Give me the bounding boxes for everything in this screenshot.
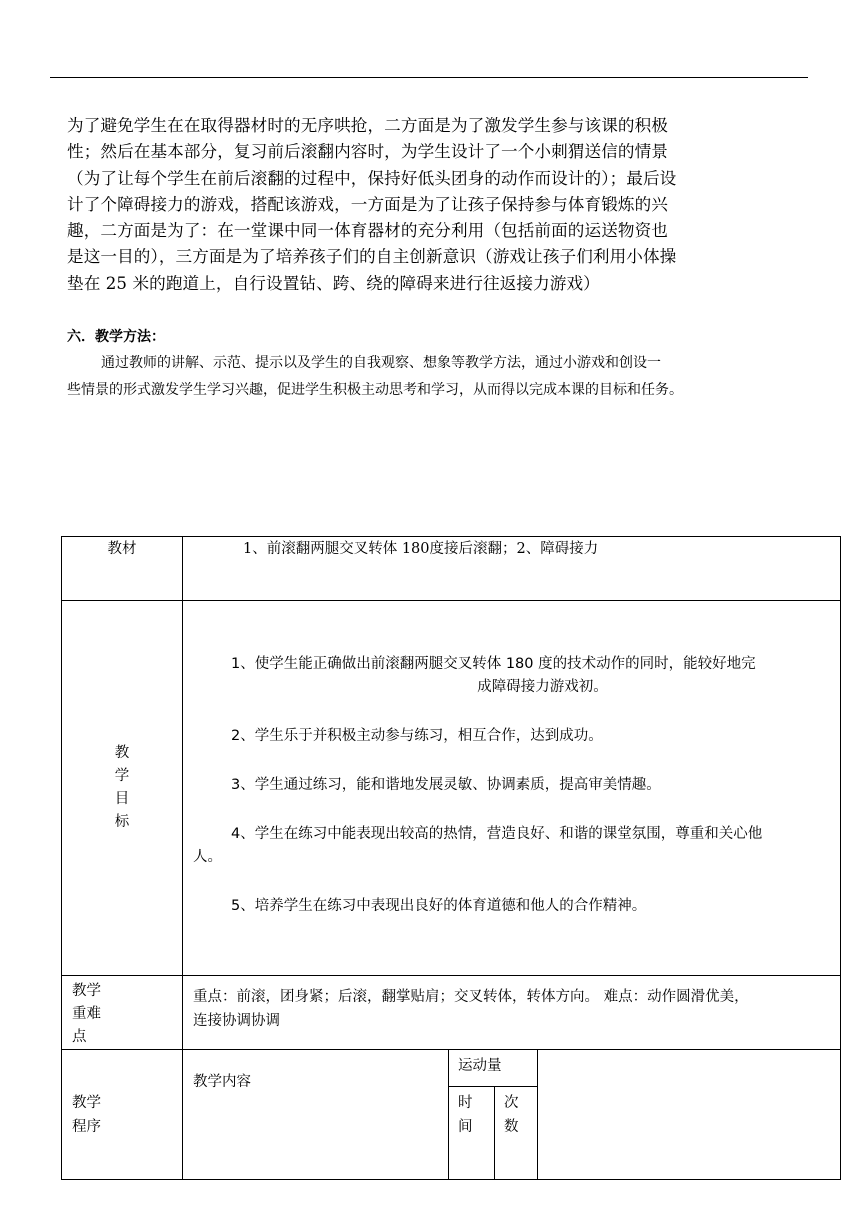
goal-item-5: 5、培养学生在练习中表现出良好的体育道德和他人的合作精神。 xyxy=(231,898,647,914)
key-label-line: 点 xyxy=(72,1029,87,1045)
procedure-label-line: 教学 xyxy=(72,1094,101,1111)
goal-item-2: 2、学生乐于并积极主动参与练习，相互合作，达到成功。 xyxy=(231,728,603,744)
count-char: 数 xyxy=(504,1119,519,1135)
teaching-content-header: 教学内容 xyxy=(183,1050,449,1180)
goal-item-1: 1、使学生能正确做出前滚翻两腿交叉转体 180 度的技术动作的同时，能较好地完 xyxy=(231,656,756,672)
key-points-label xyxy=(62,976,183,1050)
teaching-method-paragraph xyxy=(67,350,827,404)
intro-line: 垫在 25 米的跑道上，自行设置钻、跨、绕的障碍来进行往返接力游戏） xyxy=(67,273,600,293)
intro-line: 是这一目的），三方面是为了培养孩子们的自主创新意识（游戏让孩子们利用小体操 xyxy=(67,247,677,267)
goal-label-char: 教 xyxy=(114,745,130,761)
key-points-text xyxy=(183,976,841,1050)
method-line: 通过教师的讲解、示范、提示以及学生的自我观察、想象等教学方法，通过小游戏和创设一 xyxy=(101,355,661,371)
empty-cell xyxy=(538,1050,841,1180)
time-char: 间 xyxy=(458,1119,473,1135)
intro-line: （为了让每个学生在前后滚翻的过程中，保持好低头团身的动作而设计的）；最后设 xyxy=(67,168,677,188)
count-header xyxy=(495,1087,538,1180)
key-label-line: 重难 xyxy=(72,1006,101,1022)
intro-line: 性；然后在基本部分，复习前后滚翻内容时，为学生设计了一个小刺猬送信的情景 xyxy=(67,142,668,162)
count-char: 次 xyxy=(504,1095,519,1111)
goal-label-char: 目 xyxy=(114,791,130,807)
goal-item-1-continued: 成障碍接力游戏初。 xyxy=(477,679,608,695)
intro-line: 计了个障碍接力的游戏，搭配该游戏，一方面是为了让孩子保持参与体育锻炼的兴 xyxy=(67,194,668,214)
header-rule xyxy=(50,77,808,78)
teaching-goals-list xyxy=(183,601,841,976)
teaching-material-label: 教材 xyxy=(62,537,183,601)
key-label-line: 教学 xyxy=(72,983,101,999)
table-row-teaching-material xyxy=(62,537,841,601)
goal-label-char: 学 xyxy=(114,768,130,784)
method-line: 些情景的形式激发学生学习兴趣，促进学生积极主动思考和学习，从而得以完成本课的目标和任务。 xyxy=(67,382,683,398)
time-char: 时 xyxy=(458,1095,473,1111)
exercise-load-subtable xyxy=(449,1050,537,1179)
lesson-plan-table xyxy=(61,536,841,1180)
intro-paragraph xyxy=(67,113,812,297)
procedure-label-line: 程序 xyxy=(72,1118,101,1135)
table-row-key-points xyxy=(62,976,841,1050)
table-row-teaching-procedure xyxy=(62,1050,841,1180)
goal-item-4: 4、学生在练习中能表现出较高的热情，营造良好、和谐的课堂氛围，尊重和关心他 xyxy=(231,826,763,842)
table-row-teaching-goals xyxy=(62,601,841,976)
goal-item-3: 3、学生通过练习，能和谐地发展灵敏、协调素质，提高审美情趣。 xyxy=(231,777,661,793)
teaching-procedure-label xyxy=(62,1050,183,1180)
teaching-goals-label xyxy=(62,601,183,976)
key-points-line: 重点：前滚，团身紧；后滚，翻掌贴肩；交叉转体，转体方向。 难点：动作圆滑优美， xyxy=(193,989,749,1005)
time-header xyxy=(449,1087,495,1180)
key-points-line: 连接协调协调 xyxy=(193,1013,280,1029)
section-heading-teaching-method: 六．教学方法： xyxy=(67,329,165,345)
exercise-load-header: 运动量 xyxy=(449,1050,537,1087)
goal-label-char: 标 xyxy=(114,814,130,830)
intro-line: 趣，二方面是为了：在一堂课中同一体育器材的充分利用（包括前面的运送物资也 xyxy=(67,221,668,241)
goal-item-4-continued: 人。 xyxy=(193,849,222,865)
teaching-material-text: 1、前滚翻两腿交叉转体 180度接后滚翻；2、障碍接力 xyxy=(183,537,841,601)
exercise-load-cell xyxy=(449,1050,538,1180)
intro-line: 为了避免学生在在取得器材时的无序哄抢，二方面是为了激发学生参与该课的积极 xyxy=(67,116,668,135)
